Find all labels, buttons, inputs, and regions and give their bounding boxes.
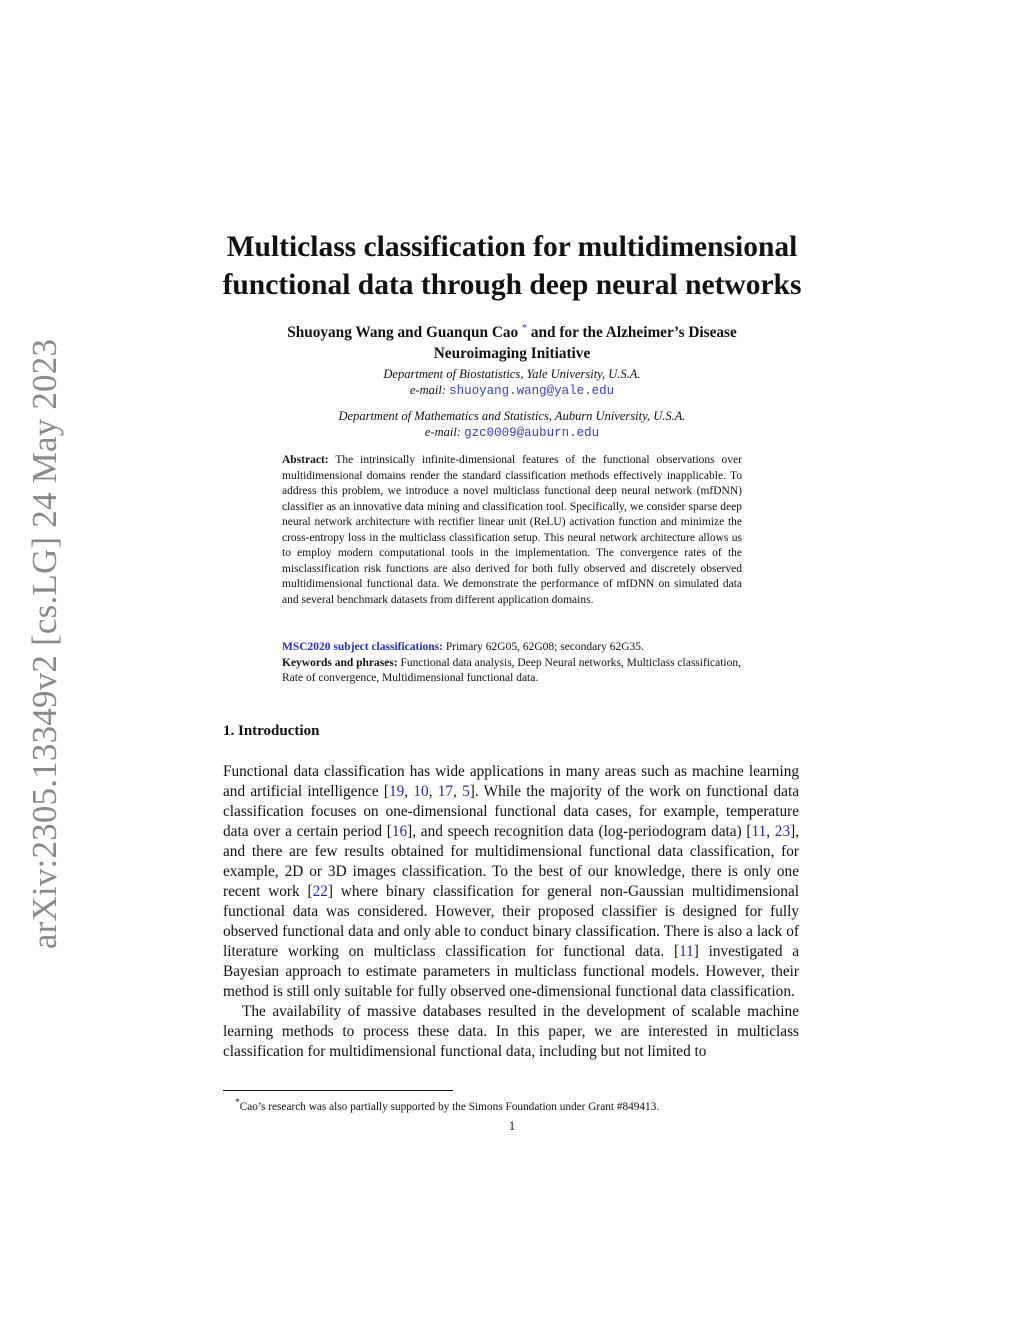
paragraph: The availability of massive databases resulted in the development of scalable machine learning methods to process these data. In this paper, we are interested in multiclass classification for multidimensional functional data, including but not limited to xyxy=(223,1003,799,1060)
title-line-2: functional data through deep neural networks xyxy=(222,269,802,301)
email-label: e-mail: xyxy=(409,383,446,397)
citation-link[interactable]: 22 xyxy=(312,883,328,900)
authors-group-line2: Neuroimaging Initiative xyxy=(433,345,591,363)
abstract-text: The intrinsically infinite-dimensional features of the functional observations over multidimensional domains render the standard classification methods effectively inapplicable. To address this problem, we introduce a novel multiclass functional deep neural network (mfDNN) classifier as an innovative data mining and classification tool. Specifically, we consider sparse deep neural network architecture with rectifier linear unit (ReLU) activation function and minimize the cross-entropy loss in the multiclass classification setup. This neural network architecture allows us to employ modern computational tools in the implementation. The convergence rates of the misclassification risk functions are also derived for both fully observed and discretely observed multidimensional functional data. We demonstrate the performance of mfDNN on simulated data and several benchmark datasets from different application domains. xyxy=(282,454,742,606)
classification-block xyxy=(282,640,752,687)
paper-title xyxy=(180,228,844,304)
separator: , xyxy=(766,823,775,840)
citation-link[interactable]: 11 xyxy=(751,823,767,840)
affiliation-2 xyxy=(240,408,784,441)
keywords-text: Functional data analysis, Deep Neural networks, Multiclass classification, Rate of convergence, Multidimensional functional data. xyxy=(282,656,741,684)
abstract xyxy=(282,453,742,608)
text-run: ], and speech recognition data (log-periodogram data) [ xyxy=(407,823,752,840)
email-link[interactable]: gzc0009@auburn.edu xyxy=(464,426,600,440)
citation-link[interactable]: 11 xyxy=(679,943,694,960)
footnote xyxy=(235,1096,795,1115)
introduction-body xyxy=(223,762,799,1062)
section-heading: 1. Introduction xyxy=(223,723,320,739)
email-link[interactable]: shuoyang.wang@yale.edu xyxy=(449,384,615,398)
citation-link[interactable]: 16 xyxy=(391,823,408,840)
author-footnote-link[interactable]: * xyxy=(522,323,528,334)
separator: , xyxy=(453,783,463,800)
paragraph xyxy=(223,762,799,1002)
abstract-label: Abstract: xyxy=(282,454,329,466)
msc-link[interactable]: MSC2020 subject classifications: xyxy=(282,641,443,653)
authors-names: Shuoyang Wang and Guanqun Cao xyxy=(287,324,519,342)
authors-group: and for the Alzheimer’s Disease xyxy=(527,324,737,342)
separator: , xyxy=(404,783,414,800)
text-run: ]. While the majority of the work on functional data classification focuses on one-dimensional functional data cases, for example, temperature data over a certain period [ xyxy=(223,783,800,840)
footnote-mark: * xyxy=(235,1098,240,1108)
keywords-label: Keywords and phrases: xyxy=(282,656,398,669)
text-run: ] where binary classification for general non-Gaussian multidimensional functional data was considered. However, their proposed classifier is designed for fully observed functional data and only able to conduct binary classification. There is also a lack of literature working on multiclass classification for functional data. [ xyxy=(223,883,799,960)
text-run: ] investigated a Bayesian approach to estimate parameters in multiclass functional models. However, their method is still only suitable for fully observed one-dimensional functional data classification. xyxy=(223,943,799,1000)
arxiv-id: arXiv:2305.13349v2 [cs.LG] 24 May 2023 xyxy=(25,338,65,949)
citation-link[interactable]: 23 xyxy=(774,823,791,840)
citation-link[interactable]: 17 xyxy=(437,783,454,800)
footnote-text: Cao’s research was also partially supported by the Simons Foundation under Grant #849413. xyxy=(239,1100,660,1113)
email-label: e-mail: xyxy=(424,425,461,439)
arxiv-watermark xyxy=(15,338,75,949)
citation-link[interactable]: 19 xyxy=(389,783,405,800)
affiliation-dept: Department of Biostatistics, Yale University, U.S.A. xyxy=(383,367,641,381)
page-number: 1 xyxy=(508,1119,516,1133)
separator: , xyxy=(428,783,438,800)
text-run: ], and there are few results obtained for multidimensional functional data classification, for example, 2D or 3D images classification. To the best of our knowledge, there is only one recent work [ xyxy=(223,823,800,900)
citation-link[interactable]: 5 xyxy=(462,783,470,800)
affiliation-dept: Department of Mathematics and Statistics, Auburn University, U.S.A. xyxy=(338,409,686,423)
text-run: Functional data classification has wide applications in many areas such as machine learning and artificial intelligence [ xyxy=(223,763,799,800)
title-line-1: Multiclass classification for multidimensional xyxy=(226,231,798,263)
affiliation-1 xyxy=(240,366,784,399)
msc-text: Primary 62G05, 62G08; secondary 62G35. xyxy=(443,641,644,653)
footnote-divider xyxy=(223,1090,453,1091)
author-list xyxy=(220,318,804,364)
citation-link[interactable]: 10 xyxy=(413,783,429,800)
